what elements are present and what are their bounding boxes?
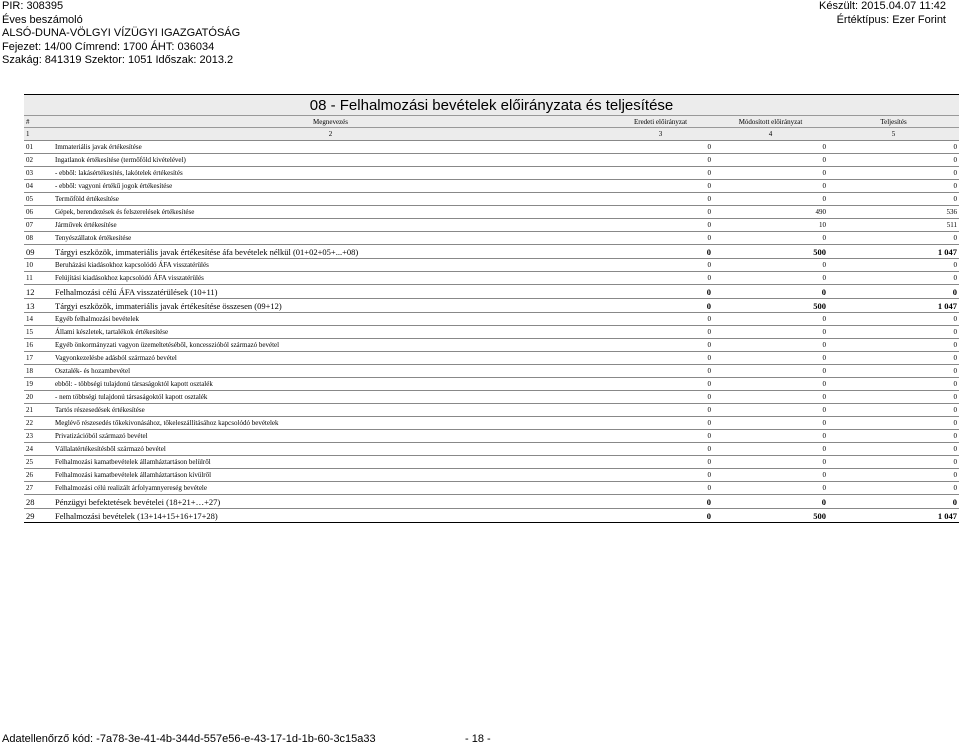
row-original: 0 [608,404,713,417]
row-actual: 0 [828,430,959,443]
row-code: 24 [24,443,53,456]
row-name: Felhalmozási kamatbevételek államháztartáson kívülről [53,469,608,482]
row-modified: 0 [713,469,828,482]
row-name: Tárgyi eszközök, immateriális javak értékesítése összesen (09+12) [53,299,608,313]
row-modified: 0 [713,456,828,469]
column-header-actual: Teljesítés [828,116,959,128]
table-row [24,272,959,285]
table-row [24,417,959,430]
row-original: 0 [608,378,713,391]
row-modified: 0 [713,141,828,154]
column-index: 1 [24,128,53,141]
row-code: 25 [24,456,53,469]
table-row [24,339,959,352]
row-actual: 0 [828,391,959,404]
row-code: 27 [24,482,53,495]
table-row [24,430,959,443]
row-actual: 0 [828,193,959,206]
row-name: Termőföld értékesítése [53,193,608,206]
row-actual: 0 [828,180,959,193]
row-code: 12 [24,285,53,299]
row-code: 29 [24,509,53,523]
row-code: 02 [24,154,53,167]
row-name: Állami készletek, tartalékok értékesítése [53,326,608,339]
row-modified: 0 [713,326,828,339]
table-row [24,259,959,272]
row-original: 0 [608,285,713,299]
page-number: - 18 - [465,733,491,745]
row-modified: 0 [713,285,828,299]
row-original: 0 [608,259,713,272]
row-modified: 0 [713,391,828,404]
row-original: 0 [608,365,713,378]
row-actual: 0 [828,469,959,482]
row-modified: 0 [713,180,828,193]
pir-number: PIR: 308395 [2,0,64,12]
row-name: Privatizációból származó bevétel [53,430,608,443]
row-name: Felhalmozási célú realizált árfolyamnyereség bevétele [53,482,608,495]
row-original: 0 [608,352,713,365]
row-original: 0 [608,430,713,443]
created-timestamp: Készült: 2015.04.07 11:42 [818,0,946,12]
row-actual: 0 [828,232,959,245]
row-actual: 0 [828,272,959,285]
row-modified: 500 [713,245,828,259]
row-code: 13 [24,299,53,313]
row-original: 0 [608,245,713,259]
row-name: Tenyészállatok értékesítése [53,232,608,245]
chapter-info: Fejezet: 14/00 Címrend: 1700 ÁHT: 036034 [2,40,215,53]
row-actual: 0 [828,456,959,469]
table-row [24,193,959,206]
table-row [24,219,959,232]
column-header-modified: Módosított előirányzat [713,116,828,128]
sector-info: Szakág: 841319 Szektor: 1051 Időszak: 2013.2 [2,54,234,67]
row-original: 0 [608,495,713,509]
row-modified: 0 [713,443,828,456]
column-header-name: Megnevezés [53,116,608,128]
table-row [24,391,959,404]
row-code: 10 [24,259,53,272]
row-original: 0 [608,180,713,193]
row-original: 0 [608,206,713,219]
table-row [24,313,959,326]
row-original: 0 [608,326,713,339]
row-name: Tárgyi eszközök, immateriális javak értékesítése áfa bevételek nélkül (01+02+05+...+08) [53,245,608,259]
row-modified: 490 [713,206,828,219]
row-code: 20 [24,391,53,404]
row-original: 0 [608,193,713,206]
row-original: 0 [608,509,713,523]
row-name: Vagyonkezelésbe adásból származó bevétel [53,352,608,365]
row-modified: 500 [713,299,828,313]
row-name: Beruházási kiadásokhoz kapcsolódó ÁFA visszatérülés [53,259,608,272]
row-modified: 0 [713,272,828,285]
table-title-row [24,95,959,116]
row-code: 11 [24,272,53,285]
row-code: 03 [24,167,53,180]
row-actual: 511 [828,219,959,232]
report-header-right [819,0,946,27]
row-actual: 0 [828,167,959,180]
row-actual: 0 [828,443,959,456]
row-actual: 1 047 [828,245,959,259]
row-code: 06 [24,206,53,219]
row-actual: 0 [828,285,959,299]
row-actual: 1 047 [828,509,959,523]
row-original: 0 [608,482,713,495]
table-row [24,469,959,482]
row-original: 0 [608,456,713,469]
table-row [24,154,959,167]
row-modified: 0 [713,482,828,495]
row-code: 19 [24,378,53,391]
row-code: 18 [24,365,53,378]
row-original: 0 [608,339,713,352]
column-index-row [24,128,959,141]
row-original: 0 [608,417,713,430]
row-modified: 0 [713,378,828,391]
row-modified: 0 [713,430,828,443]
column-header-number: # [24,116,53,128]
table-title: 08 - Felhalmozási bevételek előirányzata és teljesítése [24,95,959,116]
row-actual: 0 [828,417,959,430]
row-name: ebből: - többségi tulajdonú társaságoktól kapott osztalék [53,378,608,391]
row-code: 07 [24,219,53,232]
table-row [24,285,959,299]
row-name: - ebből: vagyoni értékű jogok értékesítése [53,180,608,193]
row-modified: 0 [713,154,828,167]
row-actual: 0 [828,404,959,417]
column-index: 3 [608,128,713,141]
row-modified: 0 [713,352,828,365]
table-row [24,456,959,469]
row-name: Egyéb felhalmozási bevételek [53,313,608,326]
row-code: 09 [24,245,53,259]
table-row [24,232,959,245]
row-actual: 0 [828,339,959,352]
row-name: Immateriális javak értékesítése [53,141,608,154]
row-modified: 500 [713,509,828,523]
column-index: 4 [713,128,828,141]
row-actual: 536 [828,206,959,219]
column-index: 2 [53,128,608,141]
row-actual: 0 [828,378,959,391]
row-modified: 0 [713,365,828,378]
table-row [24,365,959,378]
table-row [24,245,959,259]
table-row [24,141,959,154]
row-actual: 0 [828,154,959,167]
row-name: Felhalmozási kamatbevételek államháztartáson belülről [53,456,608,469]
row-name: Felújítási kiadásokhoz kapcsolódó ÁFA visszatérülés [53,272,608,285]
row-original: 0 [608,232,713,245]
row-original: 0 [608,313,713,326]
report-header-left [2,0,240,68]
row-modified: 0 [713,259,828,272]
table-row [24,378,959,391]
row-name: Meglévő részesedés tőkekivonásához, tőkeleszállításához kapcsolódó bevételek [53,417,608,430]
capital-revenue-table [24,94,959,523]
report-type: Éves beszámoló [2,13,83,26]
row-modified: 0 [713,339,828,352]
row-code: 16 [24,339,53,352]
row-original: 0 [608,272,713,285]
row-original: 0 [608,299,713,313]
row-code: 08 [24,232,53,245]
table-row [24,352,959,365]
column-header-row [24,116,959,128]
row-actual: 0 [828,313,959,326]
row-original: 0 [608,154,713,167]
row-actual: 0 [828,365,959,378]
row-actual: 0 [828,259,959,272]
row-code: 05 [24,193,53,206]
row-name: Egyéb önkormányzati vagyon üzemeltetéséből, koncesszióból származó bevétel [53,339,608,352]
row-name: Felhalmozási bevételek (13+14+15+16+17+28) [53,509,608,523]
row-code: 28 [24,495,53,509]
column-index: 5 [828,128,959,141]
table-row [24,206,959,219]
row-modified: 0 [713,495,828,509]
row-name: Tartós részesedések értékesítése [53,404,608,417]
checksum-code: Adatellenőrző kód: -7a78-3e-41-4b-344d-557e56-e-43-17-1d-1b-60-3c15a33 [2,733,376,745]
value-type: Értéktípus: Ezer Forint [836,13,946,26]
row-code: 15 [24,326,53,339]
row-actual: 0 [828,141,959,154]
table-row [24,495,959,509]
row-modified: 0 [713,417,828,430]
table-row [24,404,959,417]
row-code: 17 [24,352,53,365]
row-modified: 0 [713,167,828,180]
row-modified: 0 [713,313,828,326]
organization-name: ALSÓ-DUNA-VÖLGYI VÍZÜGYI IGAZGATÓSÁG [2,27,241,40]
row-actual: 0 [828,326,959,339]
row-code: 26 [24,469,53,482]
row-code: 22 [24,417,53,430]
row-name: Pénzügyi befektetések bevételei (18+21+…+27) [53,495,608,509]
table-row [24,326,959,339]
table-row [24,482,959,495]
row-name: - nem többségi tulajdonú társaságoktól kapott osztalék [53,391,608,404]
row-code: 23 [24,430,53,443]
row-actual: 0 [828,495,959,509]
row-name: Gépek, berendezések és felszerelések értékesítése [53,206,608,219]
row-actual: 0 [828,352,959,365]
row-original: 0 [608,443,713,456]
row-name: Felhalmozási célú ÁFA visszatérülések (10+11) [53,285,608,299]
row-name: Vállalatértékesítésből származó bevétel [53,443,608,456]
table-row [24,509,959,523]
row-original: 0 [608,167,713,180]
row-modified: 0 [713,404,828,417]
row-modified: 0 [713,193,828,206]
row-name: - ebből: lakásértékesítés, lakótelek értékesítés [53,167,608,180]
row-name: Járművek értékesítése [53,219,608,232]
row-original: 0 [608,391,713,404]
row-code: 04 [24,180,53,193]
table-row [24,443,959,456]
column-header-original: Eredeti előirányzat [608,116,713,128]
row-modified: 10 [713,219,828,232]
row-code: 01 [24,141,53,154]
row-name: Ingatlanok értékesítése (termőföld kivételével) [53,154,608,167]
table-row [24,299,959,313]
row-name: Osztalék- és hozambevétel [53,365,608,378]
row-actual: 0 [828,482,959,495]
row-original: 0 [608,469,713,482]
row-original: 0 [608,141,713,154]
row-modified: 0 [713,232,828,245]
row-original: 0 [608,219,713,232]
row-code: 14 [24,313,53,326]
row-actual: 1 047 [828,299,959,313]
table-row [24,167,959,180]
table-row [24,180,959,193]
row-code: 21 [24,404,53,417]
